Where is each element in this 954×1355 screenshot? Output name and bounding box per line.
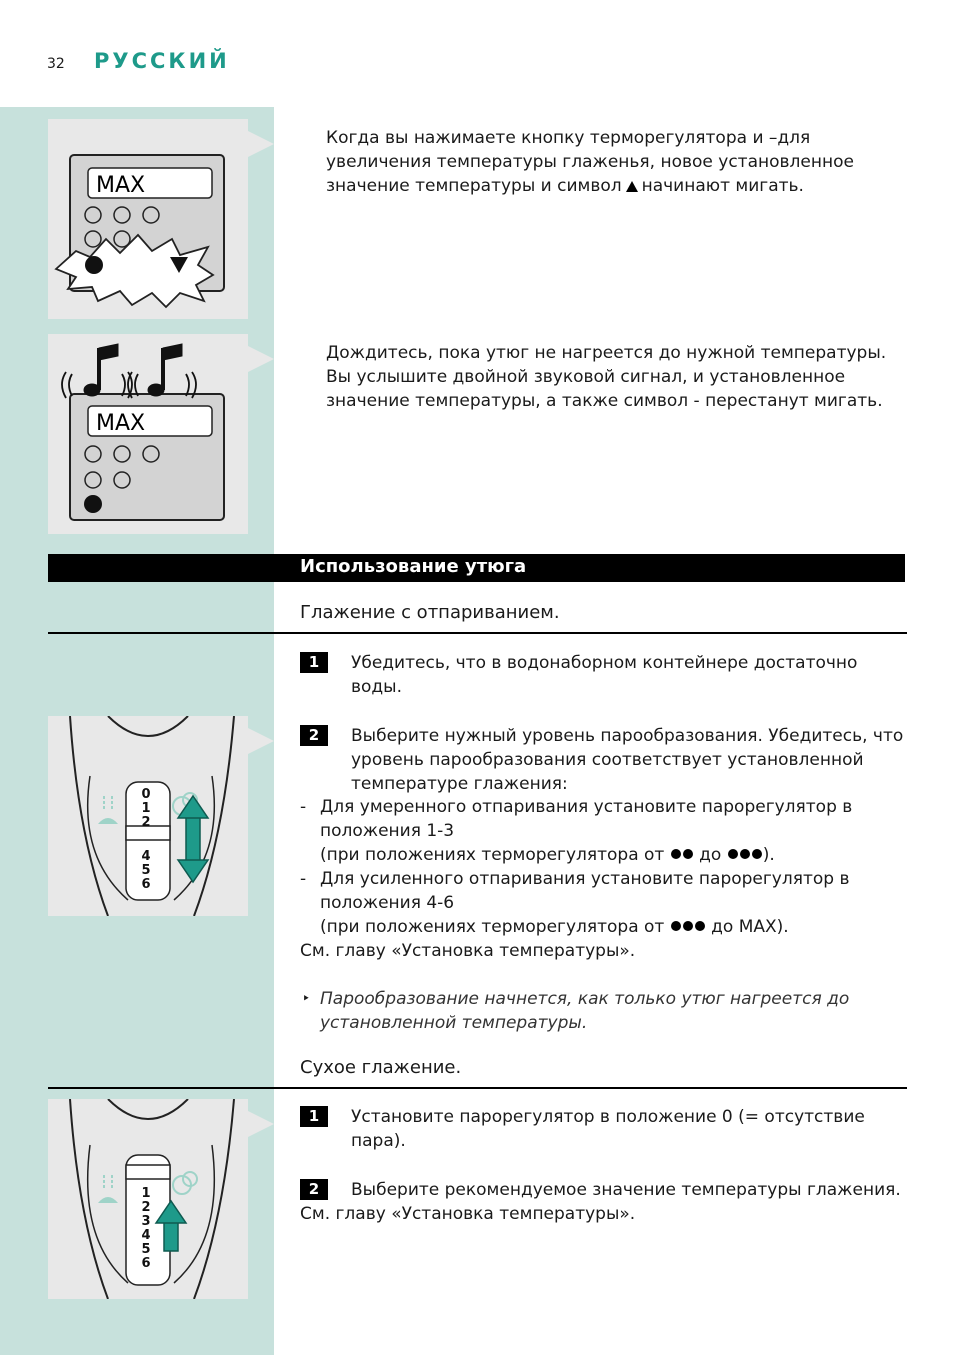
list-item-detail: (при положениях терморегулятора от до ). — [320, 845, 775, 865]
dial-digit: 4 — [141, 1228, 151, 1243]
step-text: Выберите нужный уровень парообразования. Убедитесь, что уровень парообразования соответствует установленной температуре глажения: — [351, 726, 904, 794]
triangle-up-icon — [626, 181, 638, 192]
dial-digit: 5 — [141, 1242, 151, 1257]
see-chapter: См. главу «Установка температуры». — [300, 941, 636, 961]
dial-digit: 1 — [141, 1186, 151, 1201]
language-title: РУССКИЙ — [94, 49, 230, 73]
no-steam-icon — [98, 1175, 118, 1203]
list-item: Для умеренного отпаривания установите парорегулятор в положения 1-3 — [320, 797, 853, 841]
illustration-dry-dial — [48, 1099, 248, 1299]
step-number: 2 — [300, 1179, 328, 1200]
display-label: MAX — [96, 173, 146, 198]
temperature-dots-icon — [670, 845, 694, 865]
list-dash: - — [300, 869, 307, 889]
music-note-icon — [84, 344, 182, 396]
step-text: Установите парорегулятор в положение 0 (= отсутствие пара). — [351, 1107, 865, 1151]
step-text: Выберите рекомендуемое значение температуры глажения. — [351, 1180, 901, 1200]
section-title: Использование утюга — [300, 556, 527, 577]
step-number: 1 — [300, 652, 328, 673]
step-number: 2 — [300, 725, 328, 746]
temperature-dots-icon — [727, 845, 763, 865]
step-text: Убедитесь, что в водонаборном контейнере достаточно воды. — [351, 653, 858, 697]
dial-digit: 1 — [141, 801, 151, 816]
steam-ironing-heading: Глажение с отпариванием. — [300, 602, 560, 623]
note-marker: ‣ — [302, 991, 311, 1007]
divider — [48, 1087, 907, 1089]
dial-digit: 2 — [141, 1200, 151, 1215]
list-dash: - — [300, 797, 307, 817]
dial-digit: 2 — [141, 815, 151, 830]
see-chapter: См. главу «Установка температуры». — [300, 1204, 636, 1224]
page-number: 32 — [47, 56, 65, 72]
intro-text-b: начинают мигать. — [641, 176, 804, 196]
up-down-arrow-icon — [178, 796, 208, 882]
temperature-dots-icon — [670, 917, 706, 937]
steam-dial-graphic — [48, 716, 248, 916]
dial-digit: 6 — [141, 1256, 151, 1271]
intro-paragraph-1 — [326, 126, 866, 198]
display-panel-beep-graphic — [48, 334, 248, 534]
intro-text-a: Когда вы нажимаете кнопку терморегулятора и –для увеличения температуры глаженья, новое установленное значение температуры и символ — [326, 128, 854, 196]
dial-digit: 0 — [141, 787, 151, 802]
no-steam-icon — [98, 796, 118, 824]
display-label: MAX — [96, 411, 146, 436]
illustration-display-flashing — [48, 119, 248, 319]
section-header — [48, 554, 905, 582]
list-item-detail: (при положениях терморегулятора от до MAX). — [320, 917, 789, 937]
note-text: Парообразование начнется, как только утюг нагреется до установленной температуры. — [320, 989, 850, 1033]
illustration-steam-dial — [48, 716, 248, 916]
dial-digit: 5 — [141, 863, 151, 878]
illustration-display-beep — [48, 334, 248, 534]
display-panel-graphic — [48, 119, 248, 319]
step-number: 1 — [300, 1106, 328, 1127]
dry-dial-graphic — [48, 1099, 248, 1299]
dry-ironing-heading: Сухое глажение. — [300, 1057, 462, 1078]
dial-digit: 4 — [141, 849, 151, 864]
intro-paragraph-2: Дождитесь, пока утюг не нагреется до нужной температуры. Вы услышите двойной звуковой сигнал, и установленное значение температуры, а также символ - перестанут мигать. — [326, 343, 887, 411]
dial-digit: 6 — [141, 877, 151, 892]
dial-digit: 3 — [141, 1214, 151, 1229]
divider — [48, 632, 907, 634]
list-item: Для усиленного отпаривания установите парорегулятор в положения 4-6 — [320, 869, 850, 913]
steam-icon — [173, 1172, 197, 1194]
